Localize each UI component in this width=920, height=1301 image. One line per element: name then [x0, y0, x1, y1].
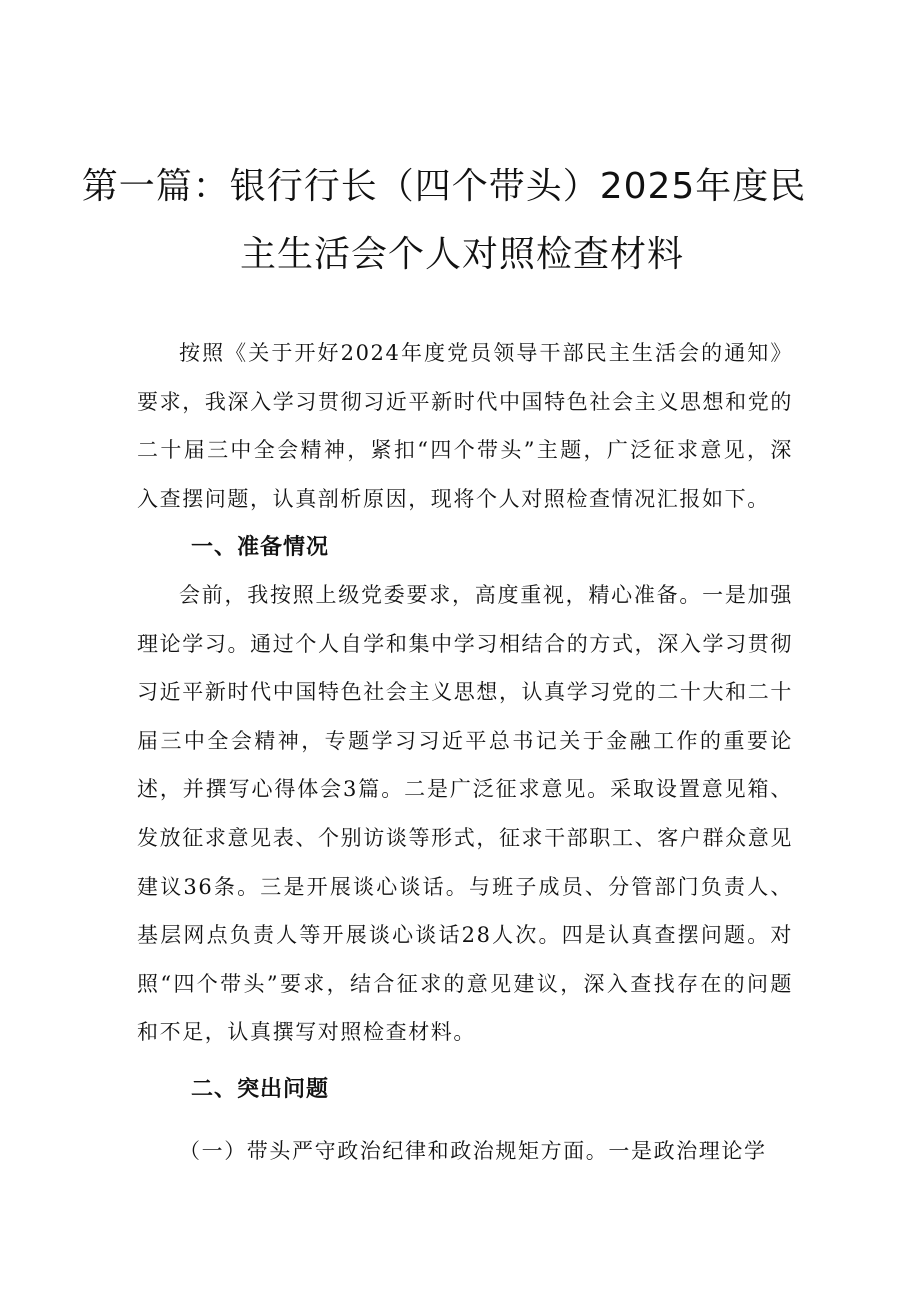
preparation-paragraph: 会前，我按照上级党委要求，高度重视，精心准备。一是加强理论学习。通过个人自学和集中学习相结合的方式，深入学习贯彻习近平新时代中国特色社会主义思想，认真学习党的二十大和二十届三中全会精神，专题学习习近平总书记关于金融工作的重要论述，并撰写心得体会3篇。二是广泛征求意见。采取设置意见箱、发放征求意见表、个别访谈等形式，征求干部职工、客户群众意见建议36条。三是开展谈心谈话。与班子成员、分管部门负责人、基层网点负责人等开展谈心谈话28人次。四是认真查摆问题。对照“四个带头”要求，结合征求的意见建议，深入查找存在的问题和不足，认真撰写对照检查材料。 — [137, 583, 793, 1045]
intro-paragraph: 按照《关于开好2024年度党员领导干部民主生活会的通知》要求，我深入学习贯彻习近平新时代中国特色社会主义思想和党的二十届三中全会精神，紧扣“四个带头”主题，广泛征求意见，深入查摆问题，认真剖析原因，现将个人对照检查情况汇报如下。 — [137, 341, 793, 511]
problems-paragraph: （一）带头严守政治纪律和政治规矩方面。一是政治理论学 — [179, 1139, 767, 1163]
document-title-line2: 主生活会个人对照检查材料 — [239, 234, 684, 275]
section-heading-problems: 二、突出问题 — [191, 1077, 330, 1102]
section-heading-preparation: 一、准备情况 — [191, 535, 330, 560]
document-title-line1: 第一篇：银行行长（四个带头）2025年度民 — [81, 166, 807, 207]
